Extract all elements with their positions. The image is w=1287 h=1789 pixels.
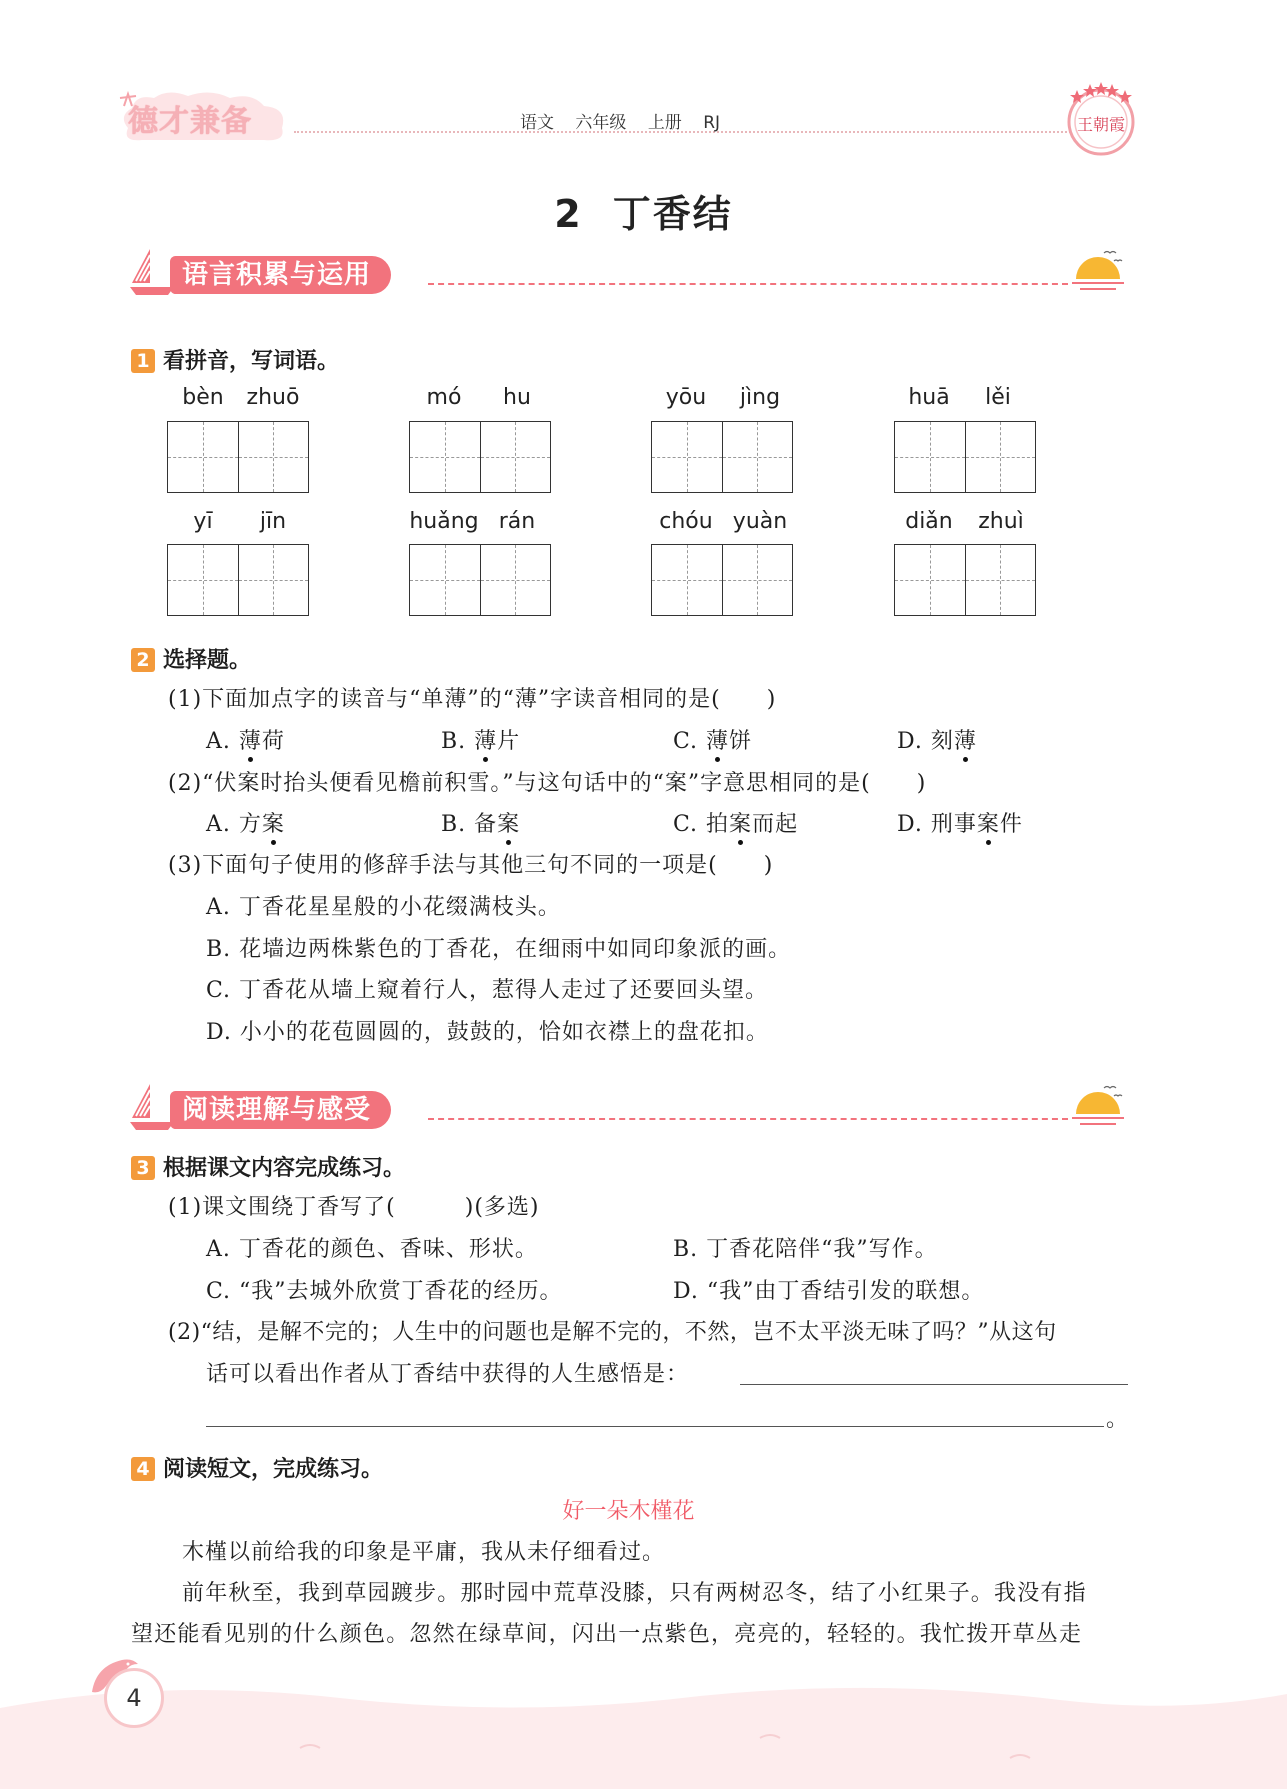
pinyin: yuàn	[732, 509, 788, 534]
page-number: 4	[104, 1668, 164, 1728]
question-number-badge: 2	[131, 648, 155, 672]
question-text: 根据课文内容完成练习。	[163, 1156, 406, 1181]
writing-grid[interactable]	[651, 421, 793, 493]
section-divider	[428, 1118, 1068, 1120]
dotted-char: 薄	[706, 729, 730, 754]
pinyin: huā	[908, 385, 950, 410]
author-stamp	[1062, 80, 1140, 158]
question-4-title	[131, 1452, 383, 1483]
q2-2-stem: (2)“伏案时抬头便看见檐前积雪。”与这句话中的“案”字意思相同的是( )	[168, 771, 927, 796]
lesson-name: 丁香结	[612, 192, 733, 236]
story-title: 好一朵木槿花	[562, 1499, 695, 1524]
section-banner-2	[128, 1078, 1128, 1134]
question-text: 选择题。	[163, 648, 252, 673]
answer-line[interactable]	[206, 1426, 1104, 1427]
dotted-char: 案	[729, 812, 753, 837]
brand-logo	[118, 88, 294, 146]
option-text: A.	[206, 729, 239, 754]
writing-grid[interactable]	[167, 544, 309, 616]
writing-grid[interactable]	[651, 544, 793, 616]
q2-1-option-a[interactable]	[206, 724, 285, 755]
pinyin: huǎng	[409, 509, 479, 534]
writing-grid[interactable]	[894, 421, 1036, 493]
writing-grid[interactable]	[409, 544, 551, 616]
pinyin: zhuì	[978, 509, 1024, 534]
pinyin: chóu	[659, 509, 713, 534]
q2-3-option-a[interactable]: A. 丁香花星星般的小花缀满枝头。	[206, 895, 561, 920]
pinyin: yī	[193, 509, 213, 534]
pinyin: zhuō	[246, 385, 300, 410]
pinyin: mó	[426, 385, 462, 410]
dotted-char: 案	[261, 812, 285, 837]
subject-label: 语文	[520, 113, 554, 133]
option-text: A. 方	[206, 812, 262, 837]
dotted-char: 薄	[474, 729, 498, 754]
option-text: B.	[441, 729, 475, 754]
option-text: 件	[999, 812, 1023, 837]
answer-line[interactable]	[740, 1384, 1128, 1385]
lesson-title	[0, 183, 1287, 238]
story-paragraph: 前年秋至，我到草园踱步。那时园中荒草没膝，只有两树忍冬，结了小红果子。我没有指	[182, 1581, 1087, 1606]
q2-2-option-d[interactable]	[897, 807, 1023, 838]
pinyin: rán	[498, 509, 536, 534]
story-paragraph: 木槿以前给我的印象是平庸，我从未仔细看过。	[182, 1540, 666, 1565]
svg-text:王朝霞: 王朝霞	[1076, 115, 1126, 134]
option-text: 而起	[752, 812, 799, 837]
question-text: 看拼音，写词语。	[163, 349, 340, 374]
writing-grid[interactable]	[409, 421, 551, 493]
q3-1-stem: (1)课文围绕丁香写了( )(多选)	[168, 1195, 540, 1220]
pinyin: jìng	[739, 385, 781, 410]
story-paragraph: 望还能看见别的什么颜色。忽然在绿草间，闪出一点紫色，亮亮的，轻轻的。我忙拨开草丛走	[131, 1622, 1083, 1647]
book-info	[520, 108, 736, 133]
brand-text: 德才兼备	[128, 104, 252, 139]
pinyin: jīn	[259, 509, 287, 534]
sunset-icon	[1068, 243, 1128, 299]
q2-3-option-c[interactable]: C. 丁香花从墙上窥着行人，惹得人走过了还要回头望。	[206, 978, 769, 1003]
option-text: 饼	[729, 729, 753, 754]
q2-1-option-d[interactable]	[897, 724, 977, 755]
answer-end-mark: 。	[1106, 1407, 1130, 1432]
section-title: 阅读理解与感受	[170, 1091, 391, 1129]
lesson-number: 2	[554, 192, 583, 236]
q2-3-option-d[interactable]: D. 小小的花苞圆圆的，鼓鼓的，恰如衣襟上的盘花扣。	[206, 1020, 769, 1045]
question-text: 阅读短文，完成练习。	[163, 1457, 384, 1482]
pinyin: lěi	[985, 385, 1011, 410]
q2-1-option-c[interactable]	[673, 724, 752, 755]
q2-2-option-b[interactable]	[441, 807, 520, 838]
q3-1-option-d[interactable]: D. “我”由丁香结引发的联想。	[673, 1279, 985, 1304]
q2-2-option-c[interactable]	[673, 807, 798, 838]
option-text: 片	[497, 729, 521, 754]
volume-label: 上册	[647, 113, 682, 133]
q2-1-stem: (1)下面加点字的读音与“单薄”的“薄”字读音相同的是( )	[168, 687, 777, 712]
writing-grid[interactable]	[894, 544, 1036, 616]
pinyin: diǎn	[905, 509, 953, 534]
q2-2-option-a[interactable]	[206, 807, 285, 838]
footer-wave	[0, 1678, 1287, 1789]
option-text: 荷	[261, 729, 285, 754]
section-title: 语言积累与运用	[170, 256, 391, 294]
q3-1-option-b[interactable]: B. 丁香花陪伴“我”写作。	[673, 1237, 938, 1262]
option-text: D. 刑事	[897, 812, 977, 837]
question-number-badge: 1	[131, 349, 155, 373]
dotted-char: 案	[976, 812, 1000, 837]
pinyin: hu	[503, 385, 531, 410]
grade-label: 六年级	[575, 113, 627, 133]
option-text: D. 刻	[897, 729, 954, 754]
option-text: B. 备	[441, 812, 498, 837]
q2-3-option-b[interactable]: B. 花墙边两株紫色的丁香花，在细雨中如同印象派的画。	[206, 937, 792, 962]
q2-1-option-b[interactable]	[441, 724, 520, 755]
stamp-seal-icon	[1062, 80, 1140, 158]
q3-1-option-a[interactable]: A. 丁香花的颜色、香味、形状。	[206, 1237, 538, 1262]
dotted-char: 薄	[953, 729, 977, 754]
section-banner-1	[128, 243, 1128, 299]
sunset-icon	[1068, 1078, 1128, 1134]
option-text: C. 拍	[673, 812, 730, 837]
writing-grid[interactable]	[167, 421, 309, 493]
edition-label: RJ	[703, 113, 721, 133]
question-number-badge: 4	[131, 1457, 155, 1481]
pinyin: yōu	[665, 385, 707, 410]
q3-2-stem-cont: 话可以看出作者从丁香结中获得的人生感悟是：	[206, 1362, 690, 1387]
question-2-title	[131, 643, 251, 674]
section-divider	[428, 283, 1068, 285]
q2-3-stem: (3)下面句子使用的修辞手法与其他三句不同的一项是( )	[168, 853, 774, 878]
question-1-title	[131, 344, 339, 375]
question-number-badge: 3	[131, 1156, 155, 1180]
dotted-char: 薄	[238, 729, 262, 754]
dotted-char: 案	[497, 812, 521, 837]
q3-1-option-c[interactable]: C. “我”去城外欣赏丁香花的经历。	[206, 1279, 563, 1304]
pinyin: bèn	[182, 385, 224, 410]
option-text: C.	[673, 729, 707, 754]
question-3-title	[131, 1151, 405, 1182]
q3-2-stem: (2)“结，是解不完的；人生中的问题也是解不完的，不然，岂不太平淡无味了吗？”从这句	[168, 1320, 1057, 1345]
